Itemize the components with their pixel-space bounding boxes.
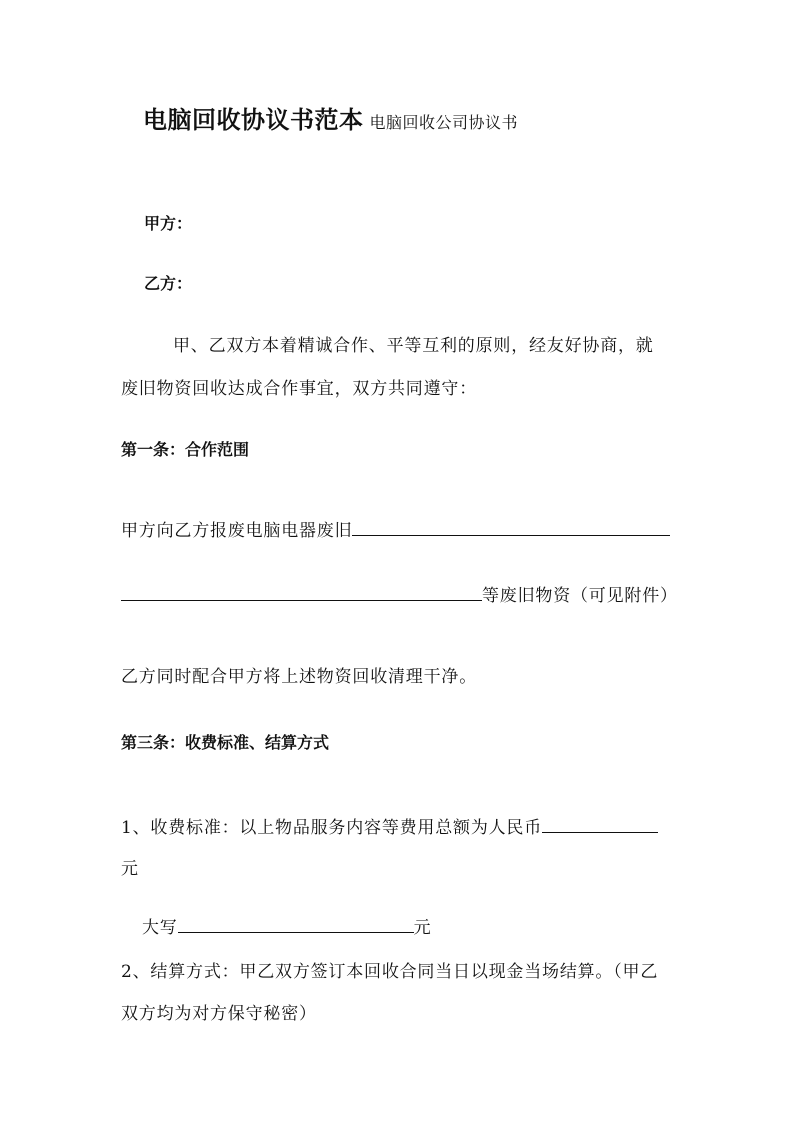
article-3-heading: 第三条：收费标准、结算方式 bbox=[121, 733, 330, 752]
document-title bbox=[143, 100, 518, 135]
intro-line-2: 废旧物资回收达成合作事宜，双方共同遵守： bbox=[121, 379, 477, 399]
capital-amount-line bbox=[142, 913, 431, 938]
article-1-line-2 bbox=[121, 581, 678, 606]
party-b-label: 乙方： bbox=[144, 274, 193, 293]
article-1-line-2-text: 等废旧物资（可见附件） bbox=[482, 586, 678, 606]
settlement-line-2: 双方均为对方保守秘密） bbox=[121, 1004, 317, 1024]
fee-line-1 bbox=[121, 813, 658, 838]
blank-capital-amount[interactable] bbox=[178, 914, 414, 933]
intro-line-1: 甲、乙双方本着精诚合作、平等互利的原则，经友好协商，就 bbox=[173, 336, 654, 356]
capital-prefix: 大写 bbox=[142, 918, 178, 938]
settlement-line-1: 2、结算方式：甲乙双方签订本回收合同当日以现金当场结算。（甲乙 bbox=[121, 962, 659, 982]
fee-line-1-text: 1、收费标准：以上物品服务内容等费用总额为人民币 bbox=[121, 818, 543, 838]
title-main: 电脑回收协议书范本 bbox=[143, 105, 364, 134]
blank-items-line-1[interactable] bbox=[352, 517, 670, 536]
party-a-label: 甲方： bbox=[144, 214, 193, 233]
article-1-heading: 第一条：合作范围 bbox=[121, 440, 250, 459]
fee-line-2: 元 bbox=[121, 859, 139, 879]
capital-suffix: 元 bbox=[413, 918, 432, 938]
article-1-line-3: 乙方同时配合甲方将上述物资回收清理干净。 bbox=[121, 667, 477, 687]
article-1-line-1-text: 甲方向乙方报废电脑电器废旧 bbox=[121, 521, 353, 541]
title-sub: 电脑回收公司协议书 bbox=[369, 113, 519, 132]
blank-fee-amount[interactable] bbox=[542, 814, 658, 833]
article-1-line-1 bbox=[121, 516, 670, 541]
blank-items-line-2[interactable] bbox=[121, 582, 482, 601]
